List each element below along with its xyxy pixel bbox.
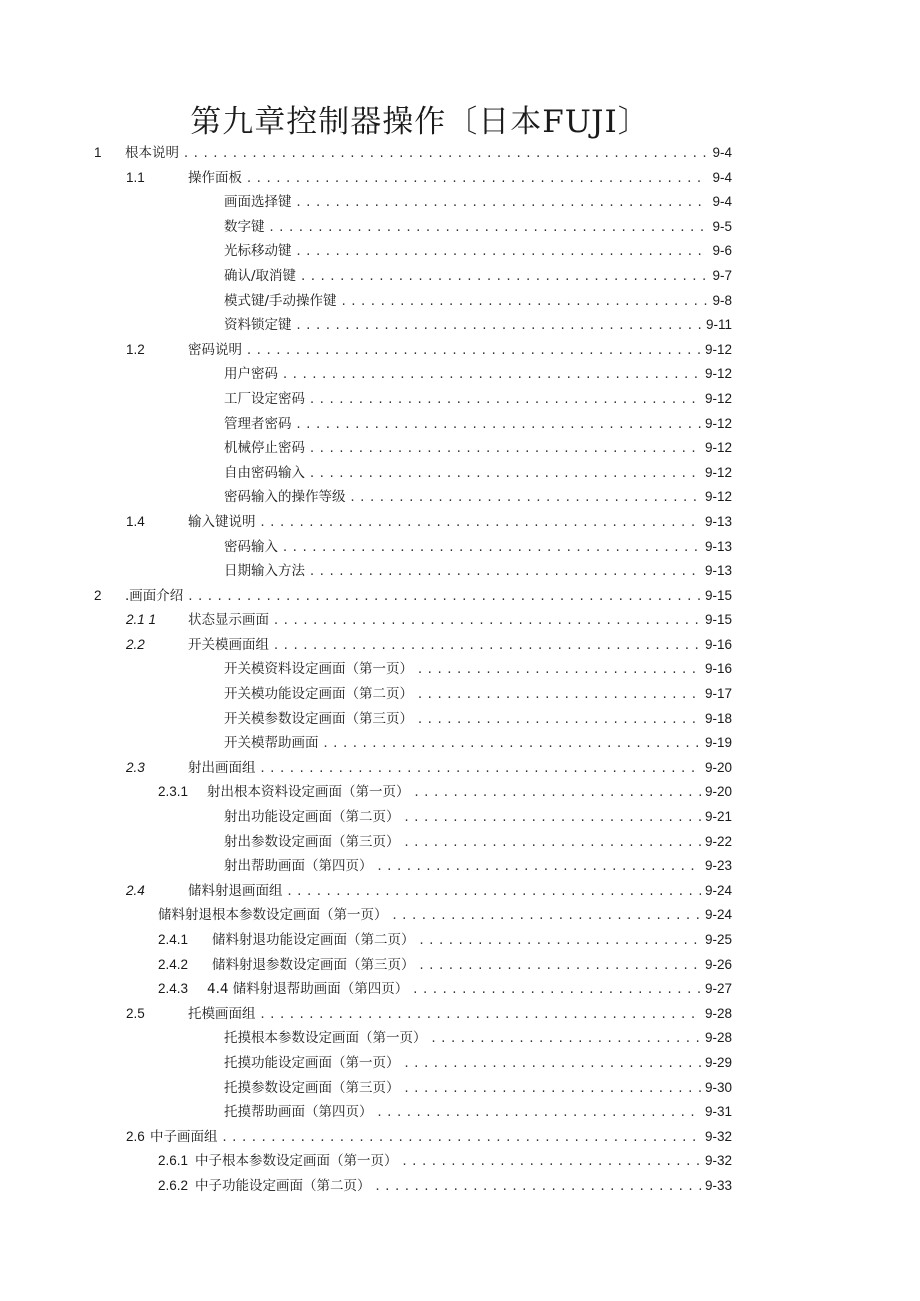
toc-entry[interactable]	[0, 1002, 920, 1027]
toc-title: 储料射退参数设定画面（第三页） . . .	[212, 953, 731, 978]
toc-title: 射出参数设定画面（第三页） . . .	[224, 830, 731, 855]
toc-number: 2.6.1	[158, 1153, 189, 1169]
toc-number: 1.1	[126, 169, 145, 185]
toc-entry[interactable]	[0, 977, 920, 1002]
toc-title: 状态显示画面 . . .	[188, 608, 731, 633]
toc-page-number: 9-12	[701, 362, 732, 387]
toc-entry[interactable]	[0, 682, 920, 707]
toc-title: 中子画面组 . . .	[150, 1125, 731, 1150]
toc-page-number: 9-20	[701, 756, 732, 781]
toc-entry[interactable]	[0, 141, 920, 166]
toc-entry[interactable]	[0, 805, 920, 830]
toc-number: 2.5	[126, 1005, 145, 1021]
document-title: 第九章控制器操作〔日本FUJI〕	[190, 104, 650, 140]
toc-page-number: 9-22	[701, 830, 732, 855]
toc-page-number: 9-13	[701, 510, 732, 535]
toc-entry[interactable]	[0, 215, 920, 240]
toc-title: 机械停止密码 . . .	[224, 436, 731, 461]
toc-page-number: 9-18	[701, 707, 732, 732]
toc-title: 操作面板 . . .	[188, 166, 731, 191]
toc-page-number: 9-29	[701, 1051, 732, 1076]
toc-entry[interactable]	[0, 1076, 920, 1101]
toc-entry[interactable]	[0, 854, 920, 879]
toc-title: 4.4 储料射退帮助画面（第四页） . . .	[207, 977, 731, 1002]
toc-entry[interactable]	[0, 879, 920, 904]
toc-title: 光标移动键 . . .	[224, 239, 731, 264]
toc-entry[interactable]	[0, 928, 920, 953]
toc-title: 密码说明 . . .	[188, 338, 731, 363]
toc-entry[interactable]	[0, 264, 920, 289]
toc-number: 1	[94, 145, 102, 160]
toc-entry[interactable]	[0, 1051, 920, 1076]
toc-entry[interactable]	[0, 461, 920, 486]
toc-page-number: 9-32	[701, 1149, 732, 1174]
toc-number: 2.4.2	[158, 956, 189, 972]
toc-entry[interactable]	[0, 239, 920, 264]
toc-entry[interactable]	[0, 731, 920, 756]
toc-page-number: 9-32	[701, 1125, 732, 1150]
toc-title: 数字键 . . .	[224, 215, 731, 240]
toc-page-number: 9-12	[701, 412, 732, 437]
toc-number: 2.6	[126, 1128, 145, 1144]
toc-entry[interactable]	[0, 903, 920, 928]
toc-page-number: 9-8	[708, 289, 732, 314]
toc-page-number: 9-28	[701, 1002, 732, 1027]
toc-entry[interactable]	[0, 313, 920, 338]
toc-page-number: 9-7	[708, 264, 732, 289]
toc-title: 开关模功能设定画面（第二页） . . .	[224, 682, 731, 707]
toc-page-number: 9-24	[701, 903, 732, 928]
toc-entry[interactable]	[0, 166, 920, 191]
toc-entry[interactable]	[0, 584, 920, 609]
toc-entry[interactable]	[0, 436, 920, 461]
toc-title: 射出功能设定画面（第二页） . . .	[224, 805, 731, 830]
toc-page-number: 9-26	[701, 953, 732, 978]
toc-title: 托模画面组 . . .	[188, 1002, 731, 1027]
toc-title: 用户密码 . . .	[224, 362, 731, 387]
toc-page-number: 9-11	[702, 313, 732, 338]
toc-number: 2.4.1	[158, 932, 189, 947]
toc-entry[interactable]	[0, 510, 920, 535]
toc-entry[interactable]	[0, 559, 920, 584]
toc-title: 日期输入方法 . . .	[224, 559, 731, 584]
toc-page-number: 9-12	[701, 436, 732, 461]
toc-page-number: 9-20	[701, 780, 732, 805]
toc-title: .画面介绍 . . .	[125, 584, 731, 609]
toc-title: 密码输入 . . .	[224, 535, 731, 560]
toc-page-number: 9-12	[701, 338, 732, 363]
toc-page-number: 9-15	[701, 608, 732, 633]
toc-page-number: 9-21	[701, 805, 732, 830]
toc-page-number: 9-31	[701, 1100, 732, 1125]
toc-title: 托摸参数设定画面（第三页） . . .	[224, 1076, 731, 1101]
toc-entry[interactable]	[0, 1100, 920, 1125]
toc-number: 2.4	[126, 882, 145, 898]
toc-page-number: 9-33	[701, 1174, 732, 1199]
toc-title: 模式键/手动操作键 . . .	[224, 289, 731, 314]
toc-entry[interactable]	[0, 190, 920, 215]
toc-page-number: 9-4	[708, 141, 732, 166]
toc-entry[interactable]	[0, 1149, 920, 1174]
toc-title: 射出画面组 . . .	[188, 756, 731, 781]
toc-entry[interactable]	[0, 412, 920, 437]
toc-number: 2.6.2	[158, 1177, 189, 1193]
toc-title: 根本说明 . . .	[125, 141, 731, 166]
toc-number: 1.2	[126, 341, 145, 357]
toc-page-number: 9-27	[701, 977, 732, 1002]
toc-title: 密码输入的操作等级 . . .	[224, 485, 731, 510]
toc-entry[interactable]	[0, 338, 920, 363]
toc-page-number: 9-12	[701, 485, 732, 510]
toc-title: 中子根本参数设定画面（第一页） . . .	[195, 1149, 731, 1174]
toc-title: 射出根本资料设定画面（第一页） . . .	[207, 780, 731, 805]
toc-entry[interactable]	[0, 780, 920, 805]
toc-title: 射出帮助画面（第四页） . . .	[224, 854, 731, 879]
toc-page-number: 9-12	[701, 387, 732, 412]
toc-page-number: 9-13	[701, 535, 732, 560]
toc-entry[interactable]	[0, 756, 920, 781]
toc-page-number: 9-16	[701, 633, 732, 658]
toc-title: 中子功能设定画面（第二页） . . .	[195, 1174, 731, 1199]
toc-page-number: 9-12	[701, 461, 732, 486]
toc-entry[interactable]	[0, 1026, 920, 1051]
toc-entry[interactable]	[0, 707, 920, 732]
toc-page-number: 9-4	[708, 190, 732, 215]
toc-title: 画面选择键 . . .	[224, 190, 731, 215]
toc-entry[interactable]	[0, 535, 920, 560]
toc-title: 工厂设定密码 . . .	[224, 387, 731, 412]
toc-entry[interactable]	[0, 1125, 920, 1150]
toc-page-number: 9-15	[701, 584, 732, 609]
toc-title: 储料射退画面组 . . .	[188, 879, 731, 904]
toc-entry[interactable]	[0, 830, 920, 855]
toc-entry[interactable]	[0, 387, 920, 412]
table-of-contents	[0, 141, 920, 1199]
toc-title: 储料射退根本参数设定画面（第一页） . . .	[158, 903, 731, 928]
toc-page-number: 9-13	[701, 559, 732, 584]
toc-entry[interactable]	[0, 289, 920, 314]
toc-title: 托摸帮助画面（第四页） . . .	[224, 1100, 731, 1125]
toc-page-number: 9-28	[701, 1026, 732, 1051]
toc-title: 自由密码输入 . . .	[224, 461, 731, 486]
toc-title: 储料射退功能设定画面（第二页） . . .	[212, 928, 731, 953]
toc-number: 2	[94, 587, 102, 603]
toc-page-number: 9-17	[701, 682, 732, 707]
toc-number: 2.1 1	[126, 612, 157, 628]
toc-number: 2.4.3	[158, 981, 189, 997]
toc-title: 开关模帮助画面 . . .	[224, 731, 731, 756]
toc-title: 确认/取消键 . . .	[224, 264, 731, 289]
toc-page-number: 9-19	[701, 731, 732, 756]
toc-title: 资料锁定键 . . .	[224, 313, 731, 338]
toc-page-number: 9-24	[701, 879, 732, 904]
toc-page-number: 9-4	[708, 166, 732, 191]
toc-number: 1.4	[126, 513, 145, 529]
toc-entry[interactable]	[0, 953, 920, 978]
toc-entry[interactable]	[0, 1174, 920, 1199]
toc-title: 开关模画面组 . . .	[188, 633, 731, 658]
toc-entry[interactable]	[0, 362, 920, 387]
toc-number: 2.2	[126, 636, 145, 652]
toc-page-number: 9-16	[701, 657, 732, 682]
toc-title: 输入键说明 . . .	[188, 510, 731, 535]
toc-entry[interactable]	[0, 485, 920, 510]
toc-title: 托摸功能设定画面（第一页） . . .	[224, 1051, 731, 1076]
toc-title: 管理者密码 . . .	[224, 412, 731, 437]
toc-title: 开关模资料设定画面（第一页） . . .	[224, 657, 731, 682]
toc-number: 2.3	[126, 759, 145, 775]
toc-page-number: 9-30	[701, 1076, 732, 1101]
toc-entry[interactable]	[0, 633, 920, 658]
toc-page-number: 9-23	[701, 854, 732, 879]
toc-title: 开关模参数设定画面（第三页） . . .	[224, 707, 731, 732]
toc-entry[interactable]	[0, 608, 920, 633]
toc-page-number: 9-25	[701, 928, 732, 953]
toc-entry[interactable]	[0, 657, 920, 682]
toc-page-number: 9-6	[708, 239, 732, 264]
toc-title: 托摸根本参数设定画面（第一页） . . .	[224, 1026, 731, 1051]
toc-page-number: 9-5	[708, 215, 732, 240]
toc-number: 2.3.1	[158, 784, 189, 800]
